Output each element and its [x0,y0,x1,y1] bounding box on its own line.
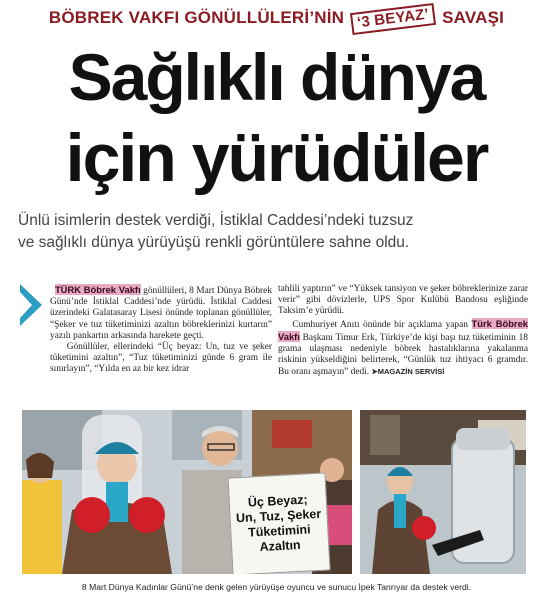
deck-line-1: Ünlü isimlerin destek verdiği, İstiklal Caddesi’ndeki tuzsuz [18,212,414,229]
kicker-tag: ‘3 BEYAZ’ [350,3,436,35]
photo-salt-shaker [360,410,526,574]
col1-paragraph-1 [50,284,272,342]
arrow-marker-icon [20,284,42,326]
col2-p2-rest: Başkanı Timur Erk, Türkiye’de kişi başı tuz tüketiminin 18 grama ulaşması nedeniyle böbrek hastalıklarına yakalanma riskinin yükseldiğini belirterek, “Günlük tuz ihtiyacı 6 gramdır. Bu oranı aşmayın” dedi. [278,332,528,378]
protest-sign [228,473,331,574]
article-column-1 [50,284,272,376]
highlight-turk-bobrek-vakfi-2: Türk Böbrek Vakfı [278,317,528,342]
kicker [0,5,553,32]
sign-line-4: Azaltın [259,537,301,555]
deck [18,210,538,254]
highlight-turk-bobrek-vakfi: TÜRK Böbrek Vakfı [54,284,141,295]
sign-line-2: Un, Tuz, Şeker [235,506,322,526]
col1-paragraph-2 [50,342,272,376]
col1-p1-text: gönüllüleri, 8 Mart Dünya Böbrek Günü’nde İstiklal Caddesi’nde yürüdü. İstiklal Caddesi üzerindeki Galatasaray Lisesi önünde toplanan gönüllüler, “Şeker ve tuz tüketiminizi azaltın böbreklerinizi kurtarın” yazılı pankartın arkasında harekete geçti. [50,286,273,341]
sign-line-1: Üç Beyaz; [247,492,308,510]
source-arrow-icon: ➤ [371,367,378,377]
col2-paragraph-2 [278,318,528,379]
sign-line-3: Tüketimini [247,522,311,540]
deck-line-2: ve sağlıklı dünya yürüyüşü renkli görüntülere sahne oldu. [18,234,410,251]
photo-salt-shaker-illustration [360,410,526,574]
photo-caption: 8 Mart Dünya Kadınlar Günü’ne denk gelen yürüyüşe oyuncu ve sunucu İpek Tanrıyar da destek verdi. [81,582,472,592]
source-credit: MAGAZİN SERVİSİ [377,367,445,377]
headline-line-2: için yürüdüler [65,120,488,196]
kicker-before: BÖBREK VAKFI GÖNÜLLÜLERİ’NİN [48,8,345,27]
article-column-2 [278,284,528,379]
col1-p2-text: Gönüllüler, ellerindeki “Üç beyaz: Un, tuz ve şeker tüketimini azaltın”, “Tuz tüketiminizi günde 6 gram ile sınırlayın”, “Yılda en az bir kez idrar [50,342,272,375]
headline-line-1: Sağlıklı dünya [68,40,485,114]
col2-paragraph-1: tahlili yaptırın” ve “Yüksek tansiyon ve şeker böbreklerinize zarar verir” gibi dövizlerle, UPS Spor Kulübü Bandosu eşliğinde Taksim’e yürüdü. [278,284,528,317]
photo-march [22,410,352,574]
kicker-after: SAVAŞI [442,8,505,27]
col2-p2-start: Cumhuriyet Anıtı önünde bir açıklama yapan [292,319,472,330]
